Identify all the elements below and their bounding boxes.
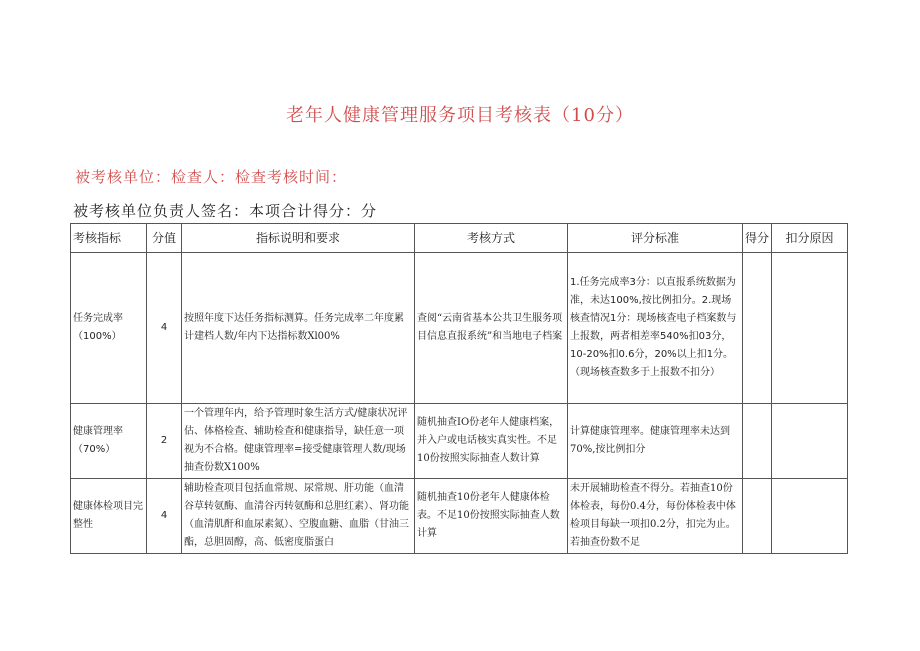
header-indicator: 考核指标 [71, 224, 147, 253]
criteria-cell: 未开展辅助检查不得分。若抽查10份体检表，每份0.4分，每份体检表中体检项目每缺一项扣0.2分，扣完为止。若抽查份数不足 [568, 479, 743, 554]
signature-score-line: 被考核单位负责人签名：本项合计得分：分 [73, 202, 378, 220]
header-criteria: 评分标准 [568, 224, 743, 253]
header-obtained: 得分 [743, 224, 772, 253]
table-row [71, 479, 848, 554]
table-header-row [71, 224, 848, 253]
description-cell: 辅助检查项目包括血常规、尿常规、肝功能（血清谷草转氨酶、血清谷丙转氨酶和总胆红素）、肾功能（血清肌酐和血尿素氮）、空腹血糖、血脂（甘油三酯，总胆固醇，高、低密度脂蛋白 [182, 479, 415, 554]
score-cell: 4 [147, 479, 182, 554]
header-score: 分值 [147, 224, 182, 253]
criteria-cell: 1.任务完成率3分：以直报系统数据为准，未达100%,按比例扣分。2.现场核查情况1分：现场核查电子档案数与上报数，两者相差率540%扣03分，10-20%扣0.6分，20%以上扣1分。（现场核查数多于上报数不扣分） [568, 253, 743, 404]
indicator-cell: 健康管理率（70%） [71, 404, 147, 479]
deduction-reason-cell [772, 404, 848, 479]
table-row [71, 253, 848, 404]
obtained-score-cell [743, 479, 772, 554]
indicator-cell: 任务完成率（100%） [71, 253, 147, 404]
method-cell: 随机抽查10份老年人健康体检表。不足10份按照实际抽查人数计算 [415, 479, 568, 554]
obtained-score-cell [743, 253, 772, 404]
description-cell: 一个管理年内，给予管理时象生活方式/健康状况评估、体格检查、辅助检查和健康指导，缺任意一项视为不合格。健康管理率=接受健康管理人数/现场抽查份数X100% [182, 404, 415, 479]
table-row [71, 404, 848, 479]
page-title: 老年人健康管理服务项目考核表（10分） [286, 105, 634, 126]
score-cell: 2 [147, 404, 182, 479]
indicator-cell: 健康体检项目完整性 [71, 479, 147, 554]
header-description: 指标说明和要求 [182, 224, 415, 253]
deduction-reason-cell [772, 479, 848, 554]
score-cell: 4 [147, 253, 182, 404]
header-deduction: 扣分原因 [772, 224, 848, 253]
method-cell: 随机抽查IO份老年人健康档案，并入户或电话核实真实性。不足10份按照实际抽查人数计算 [415, 404, 568, 479]
header-method: 考核方式 [415, 224, 568, 253]
deduction-reason-cell [772, 253, 848, 404]
inspection-info-line: 被考核单位：检查人：检查考核时间： [75, 168, 348, 186]
assessment-table [70, 223, 848, 554]
method-cell: 查阅“云南省基本公共卫生服务项目信息直报系统”和当地电子档案 [415, 253, 568, 404]
obtained-score-cell [743, 404, 772, 479]
criteria-cell: 计算健康管理率。健康管理率未达到70%,按比例扣分 [568, 404, 743, 479]
description-cell: 按照年度下达任务指标测算。任务完成率二年度累计建档人数/年内下达指标数Xl00% [182, 253, 415, 404]
